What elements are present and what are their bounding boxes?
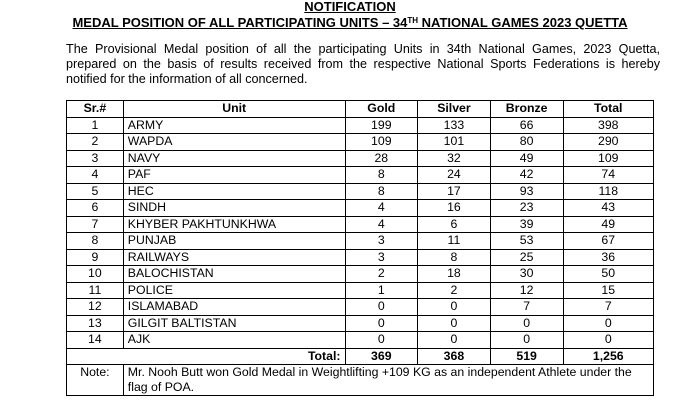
cell-gold: 0 [345,332,418,349]
cell-gold: 0 [345,299,418,316]
cell-sr: 9 [67,249,124,266]
table-row [67,315,654,332]
cell-total: 74 [563,167,653,184]
cell-silver: 24 [418,167,491,184]
cell-sr: 10 [67,266,124,283]
note-row [67,365,654,396]
cell-unit: ISLAMABAD [123,299,345,316]
cell-gold: 4 [345,200,418,217]
cell-silver: 2 [418,282,491,299]
cell-bronze: 66 [490,117,563,134]
total-silver: 368 [418,348,491,365]
cell-silver: 8 [418,249,491,266]
cell-unit: SINDH [123,200,345,217]
table-row [67,167,654,184]
table-header-row [67,101,654,118]
cell-sr: 4 [67,167,124,184]
cell-total: 43 [563,200,653,217]
notification-title: NOTIFICATION [304,0,396,14]
cell-bronze: 12 [490,282,563,299]
cell-unit: PUNJAB [123,233,345,250]
cell-silver: 133 [418,117,491,134]
cell-silver: 0 [418,299,491,316]
cell-total: 15 [563,282,653,299]
cell-sr: 2 [67,134,124,151]
total-bronze: 519 [490,348,563,365]
cell-total: 109 [563,150,653,167]
table-row [67,117,654,134]
table-row [67,299,654,316]
cell-total: 7 [563,299,653,316]
cell-bronze: 30 [490,266,563,283]
cell-gold: 28 [345,150,418,167]
cell-unit: RAILWAYS [123,249,345,266]
cell-silver: 0 [418,315,491,332]
cell-gold: 2 [345,266,418,283]
table-row [67,332,654,349]
cell-silver: 101 [418,134,491,151]
cell-total: 0 [563,332,653,349]
cell-gold: 0 [345,315,418,332]
cell-unit: BALOCHISTAN [123,266,345,283]
table-row [67,233,654,250]
cell-silver: 0 [418,332,491,349]
cell-unit: NAVY [123,150,345,167]
cell-bronze: 53 [490,233,563,250]
cell-sr: 11 [67,282,124,299]
cell-gold: 8 [345,183,418,200]
cell-bronze: 23 [490,200,563,217]
cell-total: 290 [563,134,653,151]
header-bronze: Bronze [490,101,563,118]
total-label: Total: [123,348,345,365]
cell-gold: 109 [345,134,418,151]
total-total: 1,256 [563,348,653,365]
cell-gold: 4 [345,216,418,233]
note-label: Note: [67,365,124,396]
cell-bronze: 39 [490,216,563,233]
cell-silver: 11 [418,233,491,250]
cell-sr: 1 [67,117,124,134]
cell-silver: 18 [418,266,491,283]
cell-total: 0 [563,315,653,332]
cell-unit: KHYBER PAKHTUNKHWA [123,216,345,233]
header-total: Total [563,101,653,118]
header-gold: Gold [345,101,418,118]
cell-sr: 6 [67,200,124,217]
total-gold: 369 [345,348,418,365]
note-text: Mr. Nooh Butt won Gold Medal in Weightlifting +109 KG as an independent Athlete under the flag of POA. [123,365,653,396]
cell-gold: 199 [345,117,418,134]
cell-sr: 13 [67,315,124,332]
cell-sr: 3 [67,150,124,167]
cell-unit: HEC [123,183,345,200]
header-silver: Silver [418,101,491,118]
cell-unit: POLICE [123,282,345,299]
table-row [67,200,654,217]
cell-sr: 14 [67,332,124,349]
cell-gold: 8 [345,167,418,184]
cell-total: 49 [563,216,653,233]
cell-total: 36 [563,249,653,266]
cell-gold: 1 [345,282,418,299]
table-row [67,249,654,266]
cell-bronze: 7 [490,299,563,316]
table-row [67,216,654,233]
cell-sr: 8 [67,233,124,250]
cell-total: 50 [563,266,653,283]
header-unit: Unit [123,101,345,118]
cell-total: 398 [563,117,653,134]
cell-unit: AJK [123,332,345,349]
header-sr: Sr.# [67,101,124,118]
medal-table [66,100,654,396]
cell-sr: 12 [67,299,124,316]
table-row [67,183,654,200]
cell-bronze: 0 [490,332,563,349]
table-row [67,134,654,151]
table-row [67,282,654,299]
cell-gold: 3 [345,249,418,266]
document-title: MEDAL POSITION OF ALL PARTICIPATING UNITS – 34TH NATIONAL GAMES 2023 QUETTA [72,15,628,30]
cell-bronze: 25 [490,249,563,266]
total-row [67,348,654,365]
cell-silver: 32 [418,150,491,167]
cell-unit: PAF [123,167,345,184]
table-row [67,150,654,167]
document-heading [0,0,700,30]
medal-table-body [67,117,654,348]
cell-unit: GILGIT BALTISTAN [123,315,345,332]
cell-gold: 3 [345,233,418,250]
cell-bronze: 49 [490,150,563,167]
total-blank-cell [67,348,124,365]
cell-unit: ARMY [123,117,345,134]
cell-bronze: 42 [490,167,563,184]
cell-sr: 7 [67,216,124,233]
cell-sr: 5 [67,183,124,200]
table-row [67,266,654,283]
cell-silver: 17 [418,183,491,200]
cell-bronze: 0 [490,315,563,332]
intro-paragraph: The Provisional Medal position of all the participating Units in 34th National Games, 2023 Quetta, prepared on the basis of results received from the respective National Sports Federations is hereby notified for the information of all concerned. [66,42,660,86]
cell-silver: 6 [418,216,491,233]
cell-silver: 16 [418,200,491,217]
cell-bronze: 93 [490,183,563,200]
cell-total: 118 [563,183,653,200]
cell-unit: WAPDA [123,134,345,151]
cell-bronze: 80 [490,134,563,151]
cell-total: 67 [563,233,653,250]
